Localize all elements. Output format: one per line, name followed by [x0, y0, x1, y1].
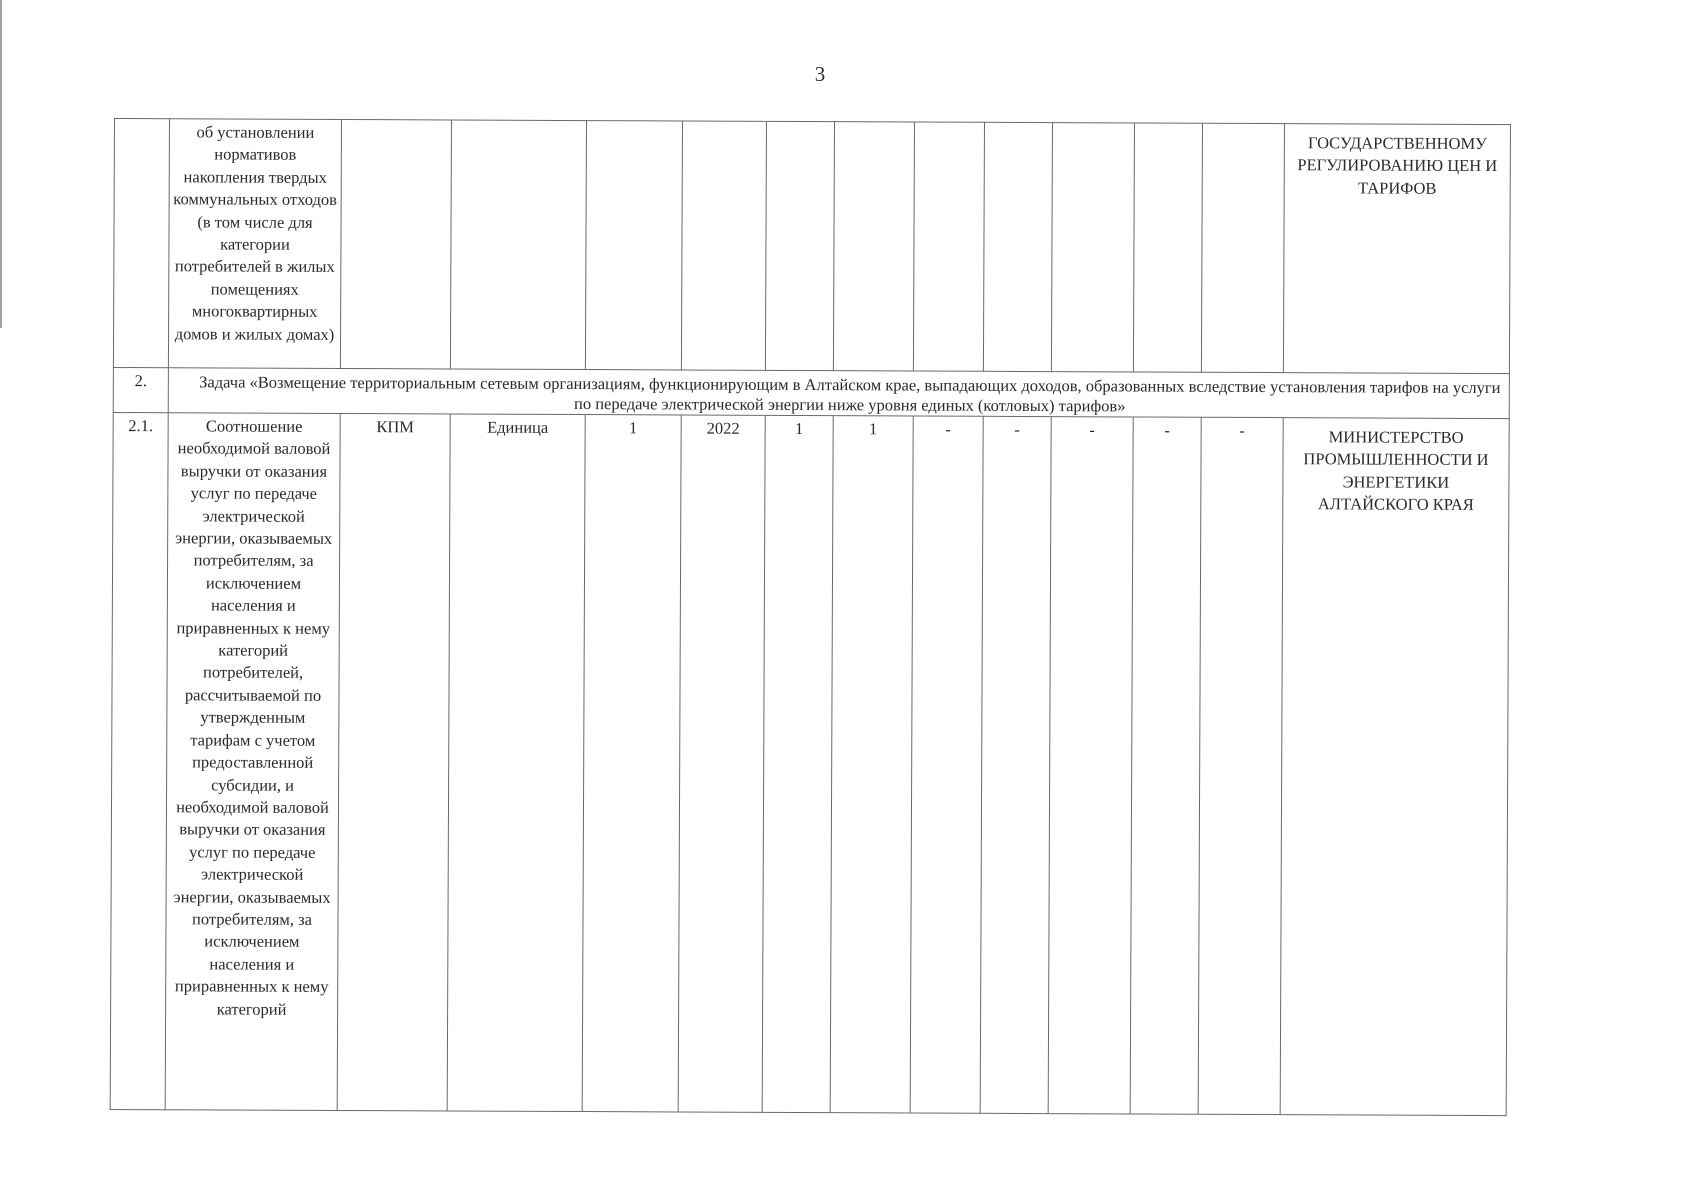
cell-base-year: [681, 121, 766, 370]
cell-value-4: -: [980, 416, 1051, 1113]
cell-indicator-name: об установлении нормативов накопления твердых коммунальных отходов (в том числе для категории потребителей в жилых помещениях многоквартирных домов и жилых домах): [168, 119, 341, 369]
cell-type: КПМ: [337, 413, 450, 1110]
cell-indicator-number: 2.1.: [110, 412, 168, 1109]
cell-value-5: [1051, 123, 1134, 372]
cell-task-number: 2.: [113, 367, 168, 412]
table-row-indicator: [110, 412, 1509, 1115]
cell-value-5: -: [1048, 417, 1133, 1114]
cell-value-3: -: [910, 416, 983, 1113]
indicators-table: [110, 118, 1511, 1116]
table-row-continued: [113, 119, 1510, 374]
cell-unit: Единица: [447, 414, 585, 1112]
cell-value-7: -: [1198, 417, 1283, 1114]
cell-value-3: [913, 122, 984, 371]
cell-value-7: [1201, 123, 1284, 372]
cell-value-4: [983, 122, 1052, 371]
cell-value-1: 1: [762, 415, 833, 1112]
cell-responsible: МИНИСТЕРСТВО ПРОМЫШЛЕННОСТИ И ЭНЕРГЕТИКИ АЛТАЙСКОГО КРАЯ: [1280, 418, 1509, 1116]
cell-indicator-name: Соотношение необходимой валовой выручки от оказания услуг по передаче электрической энергии, оказываемых потребителям, за исключением населения и приравненных к нему категорий потребителей, рассчитываемой по утвержденным тарифам с учетом предоставленной субсидии, и необходимой валовой выручки от оказания услуг по передаче электрической энергии, оказываемых потребителям, за исключением населения и приравненных к нему категорий: [165, 413, 340, 1111]
cell-base-value: 1: [582, 415, 681, 1112]
page-number: 3: [814, 62, 826, 86]
cell-value-1: [765, 121, 834, 370]
cell-value-2: 1: [830, 416, 913, 1113]
cell-base-value: [585, 121, 682, 370]
cell-value-6: [1133, 123, 1202, 372]
cell-unit: [450, 120, 586, 370]
cell-base-year: 2022: [678, 415, 765, 1112]
cell-number: [113, 119, 169, 368]
cell-value-6: -: [1130, 417, 1201, 1114]
scan-edge-line: [0, 0, 2, 328]
cell-task-text: Задача «Возмещение территориальным сетевым организациям, функционирующим в Алтайском крае, выпадающих доходов, образованных вследствие установления тарифов на услуги по передаче электрической энергии ниже уровня единых (котловых) тарифов»: [168, 368, 1509, 419]
cell-value-2: [833, 122, 914, 371]
table-row-task: [113, 367, 1509, 418]
cell-type: [340, 119, 451, 368]
cell-responsible: ГОСУДАРСТВЕННОМУ РЕГУЛИРОВАНИЮ ЦЕН И ТАРИФОВ: [1283, 124, 1510, 374]
